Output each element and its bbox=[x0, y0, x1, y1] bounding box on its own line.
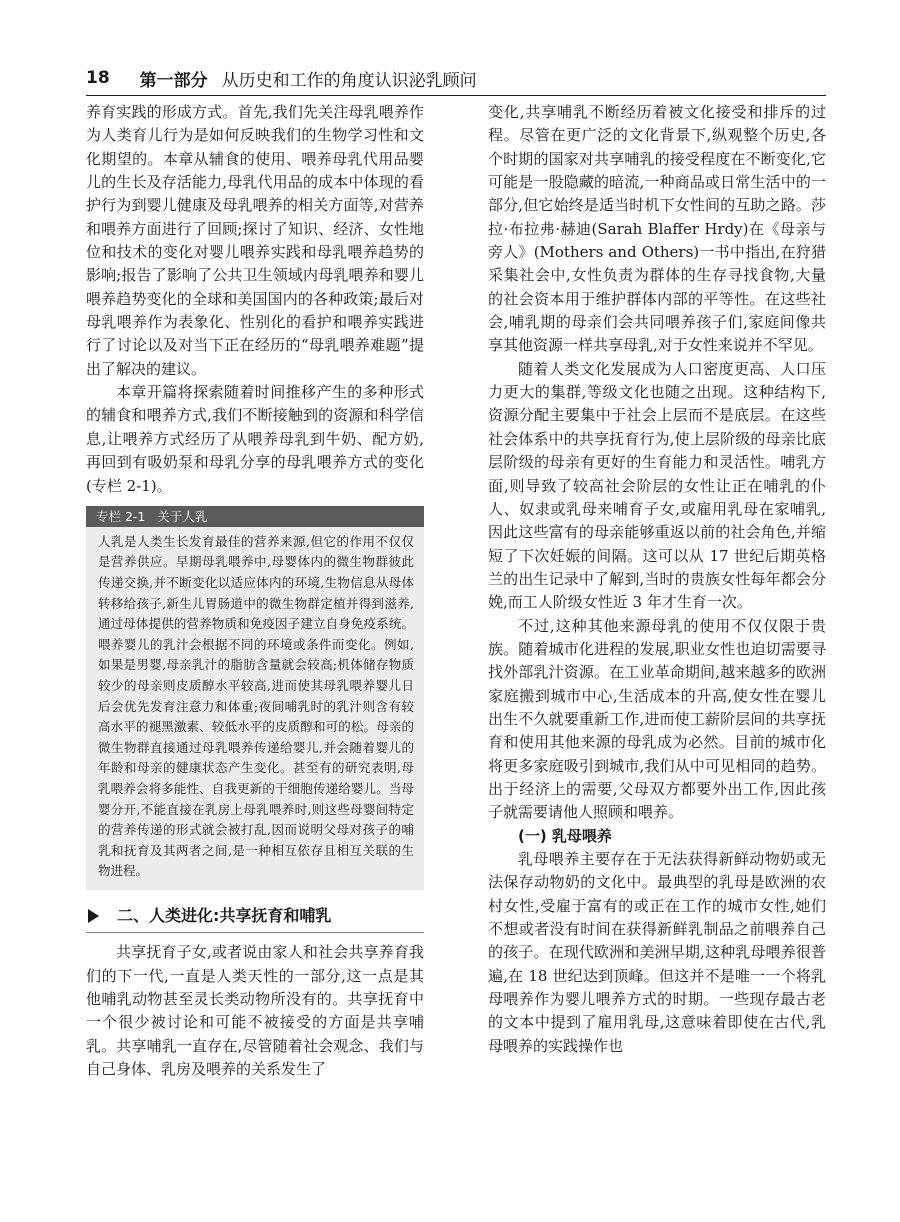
paragraph: 本章开篇将探索随着时间推移产生的多种形式的辅食和喂养方式,我们不断接触到的资源和科学信息,让喂养方式经历了从喂养母乳到牛奶、配方奶,再回到有吸奶泵和母乳分享的母乳喂养方式的变化(专栏 2-1)。 bbox=[86, 383, 424, 495]
subsection-title: (一) 乳母喂养 bbox=[518, 826, 612, 845]
paragraph: 不过,这种其他来源母乳的使用不仅仅限于贵族。随着城市化进程的发展,职业女性也迫切需要寻找外部乳汁资源。在工业革命期间,越来越多的欧洲家庭搬到城市中心,生活成本的升高,使女性在婴儿出生不久就要重新工作,进而使工薪阶层间的共享抚育和使用其他来源的母乳成为必然。目前的城市化将更多家庭吸引到城市,我们从中可见相同的趋势。出于经济上的需要,父母双方都要外出工作,因此孩子就需要请他人照顾和喂养。 bbox=[488, 616, 826, 822]
page-number: 18 bbox=[86, 68, 110, 88]
box-title-bar bbox=[86, 506, 424, 527]
paragraph: 乳母喂养主要存在于无法获得新鲜动物奶或无法保存动物奶的文化中。最典型的乳母是欧洲的农村女性,受雇于富有的或正在工作的城市女性,她们不想或者没有时间在获得新鲜乳制品之前喂养自己的孩子。在现代欧洲和美洲早期,这种乳母喂养很普遍,在 18 世纪达到顶峰。但这并不是唯一一个将乳母喂养作为婴儿喂养方式的时期。一些现存最古老的文本中提到了雇用乳母,这意味着即使在古代,乳母喂养的实践操作也 bbox=[488, 850, 826, 1055]
paragraph: 共享抚育子女,或者说由家人和社会共享养育我们的下一代,一直是人类天性的一部分,这一点是其他哺乳动物甚至灵长类动物所没有的。共享抚育中一个很少被讨论和可能不被接受的方面是共享哺乳。共享哺乳一直存在,尽管随着社会观念、我们与自己身体、乳房及喂养的关系发生了 bbox=[86, 943, 424, 1078]
paragraph: 随着人类文化发展成为人口密度更高、人口压力更大的集群,等级文化也随之出现。这种结构下,资源分配主要集中于社会上层而不是底层。在这些社会体系中的共享抚育行为,使上层阶级的母亲比底层阶级的母亲有更好的生育能力和灵活性。哺乳方面,则导致了较高社会阶层的女性让正在哺乳的仆人、奴隶或乳母来哺育子女,或雇用乳母在家哺乳,因此这些富有的母亲能够重返以前的社会角色,并缩短了下次妊娠的间隔。这可以从 17 世纪后期英格兰的出生记录中了解到,当时的贵族女性每年都会分娩,而工人阶级女性近 3 年才生育一次。 bbox=[488, 359, 826, 612]
box-body: 人乳是人类生长发育最佳的营养来源,但它的作用不仅仅是营养供应。早期母乳喂养中,母婴体内的微生物群彼此传递交换,并不断变化以适应体内的环境,生物信息从母体转移给孩子,新生儿胃肠道中的微生物群定植并得到滋养,通过母体提供的营养物质和免疫因子建立自身免疫系统。喂养婴儿的乳汁会根据不同的环境或条件而变化。例如,如果是男婴,母亲乳汁的脂肪含量就会较高;机体储存物质较少的母亲则皮质醇水平较高,进而使其母乳喂养婴儿日后会优先发育注意力和体重;夜间哺乳时的乳汁则含有较高水平的褪黑激素、较低水平的皮质醇和可的松。母亲的微生物群直接通过母乳喂养传递给婴儿,并会随着婴儿的年龄和母亲的健康状态产生变化。甚至有的研究表明,母乳喂养会将多能性、自我更新的干细胞传递给婴儿。当母婴分开,不能直接在乳房上母乳喂养时,则这些母婴间特定的营养传递的形式就会被打乱,因而说明父母对孩子的哺乳和抚育及其两者之间,是一种相互依存且相互关联的生物进程。 bbox=[98, 533, 414, 879]
part-label: 第一部分 bbox=[139, 70, 208, 91]
right-column bbox=[488, 101, 826, 1058]
section-heading bbox=[86, 904, 424, 933]
section-title: 二、人类进化:共享抚育和哺乳 bbox=[117, 905, 332, 925]
triangle-bullet-icon bbox=[88, 909, 99, 923]
box-title: 关于人乳 bbox=[157, 508, 208, 524]
sidebar-box bbox=[86, 506, 424, 890]
header-rule bbox=[86, 95, 826, 96]
running-header bbox=[86, 64, 826, 92]
left-column bbox=[86, 101, 424, 1081]
box-label: 专栏 2-1 bbox=[96, 508, 146, 524]
paragraph: 养育实践的形成方式。首先,我们先关注母乳喂养作为人类育儿行为是如何反映我们的生物学习性和文化期望的。本章从辅食的使用、喂养母乳代用品婴儿的生长及存活能力,母乳代用品的成本中体现的看护行为到婴儿健康及母乳喂养的相关方面等,对营养和喂养方面进行了回顾;探讨了知识、经济、女性地位和技术的变化对婴儿喂养实践和母乳喂养趋势的影响;报告了影响了公共卫生领域内母乳喂养和婴儿喂养趋势变化的全球和美国国内的各种政策;最后对母乳喂养作为表象化、性别化的看护和喂养实践进行了讨论以及对当下正在经历的“母乳喂养难题”提出了解决的建议。 bbox=[86, 103, 424, 378]
paragraph: 变化,共享哺乳不断经历着被文化接受和排斥的过程。尽管在更广泛的文化背景下,纵观整个历史,各个时期的国家对共享哺乳的接受程度在不断变化,它可能是一股隐藏的暗流,一种商品或日常生活中的一部分,但它始终是适当时机下女性间的互助之路。莎拉·布拉弗·赫迪(Sarah Blaffer Hrdy)在《母亲与旁人》(Mothers and Others)一书中指出,在狩猎采集社会中,女性负责为群体的生存寻找食物,大量的社会资本用于维护群体内部的平等性。在这些社会,哺乳期的母亲们会共同喂养孩子们,家庭间像共享其他资源一样共享母乳,对于女性来说并不罕见。 bbox=[488, 103, 826, 355]
part-title: 从历史和工作的角度认识泌乳顾问 bbox=[221, 70, 477, 91]
